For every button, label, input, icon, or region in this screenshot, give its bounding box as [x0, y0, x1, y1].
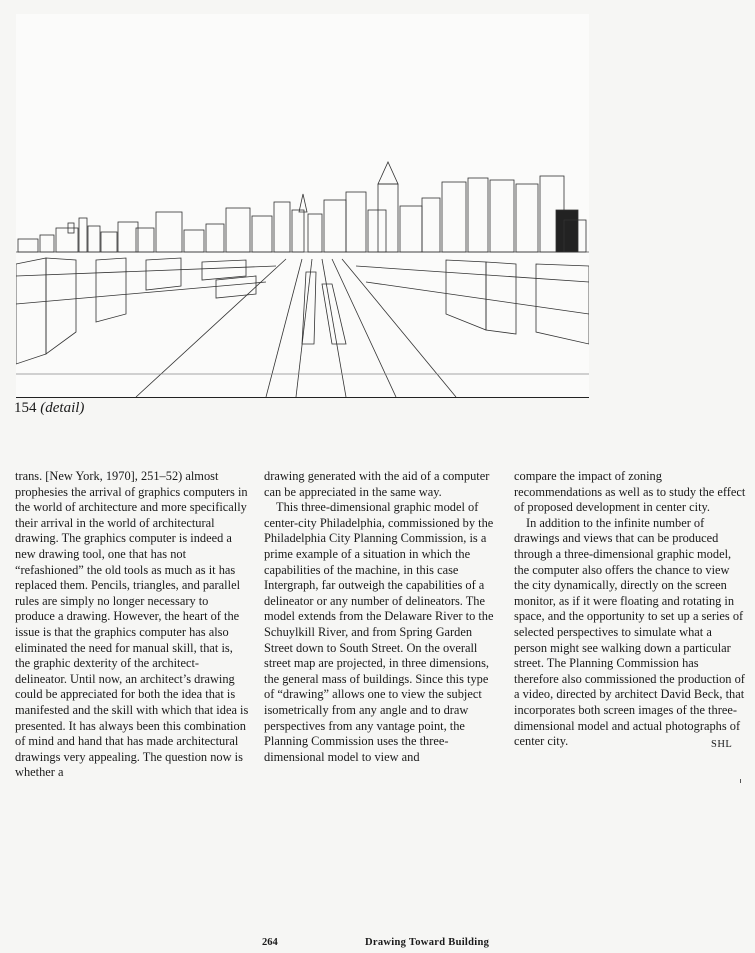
paragraph: drawing generated with the aid of a computer can be appreciated in the same way.: [264, 469, 490, 499]
paragraph: This three-dimensional graphic model of center-city Philadelphia, commissioned by the Philadelphia City Planning Commission, is a prime example of a situation in which the capabilities of the machine, in this case Intergraph, far outweigh the capabilities of a delineator or any number of delineators. The model extends from the Delaware River to the Schuylkill River, and from Spring Garden Street down to South Street. On the overall street map are projected, in three dimensions, the general mass of buildings. Since this type of “drawing” allows one to view the subject isometrically from any angle and to draw perspectives from any vantage point, the Planning Commission uses the three-dimensional model to view and: [264, 500, 494, 764]
page-number: 264: [262, 937, 278, 948]
running-title: Drawing Toward Building: [365, 937, 490, 948]
figure-image: [16, 14, 589, 398]
paragraph: In addition to the infinite number of drawings and views that can be produced through a three-dimensional graphic model, the computer also offers the chance to view the city dynamically, directly on the screen monitor, as if it were floating and rotating in space, and the opportunity to set up a series of selected perspectives to simulate what a person might see walking down a particular street. The Planning Commission has therefore also commissioned the production of a video, directed by architect David Beck, that incorporates both screen images of the three-dimensional model and actual photographs of center city.: [514, 515, 745, 749]
text-column-1: [15, 469, 250, 781]
author-initials: SHL: [711, 739, 733, 750]
paragraph: compare the impact of zoning recommendations as well as to study the effect of proposed development in center city.: [514, 469, 746, 515]
text-column-3: [514, 469, 746, 750]
figure-detail-label: (detail): [40, 400, 85, 416]
paragraph: trans. [New York, 1970], 251–52) almost prophesies the arrival of graphics computers in the world of architecture and more specifically their arrival in the world of architectural drawing. The graphics computer is indeed a new drawing tool, one that has not “refashioned” the old tools as much as it has replaced them. Pencils, triangles, and parallel rules are simply no longer necessary to produce a drawing. However, the heart of the issue is that the graphics computer has also eliminated the need for manual skill, that is, the graphic dexterity of the architect-delineator. Until now, an architect’s drawing could be appreciated for both the idea that is manifested and the skill with which that idea is presented. It has always been this combination of mind and hand that has made architectural drawings very appealing. The question now is whether a: [15, 469, 249, 780]
figure-number: 154: [14, 400, 37, 416]
wireframe-city-illustration: [16, 14, 589, 397]
figure-caption: [14, 398, 84, 418]
text-column-2: [264, 469, 499, 765]
print-mark: [740, 779, 741, 783]
